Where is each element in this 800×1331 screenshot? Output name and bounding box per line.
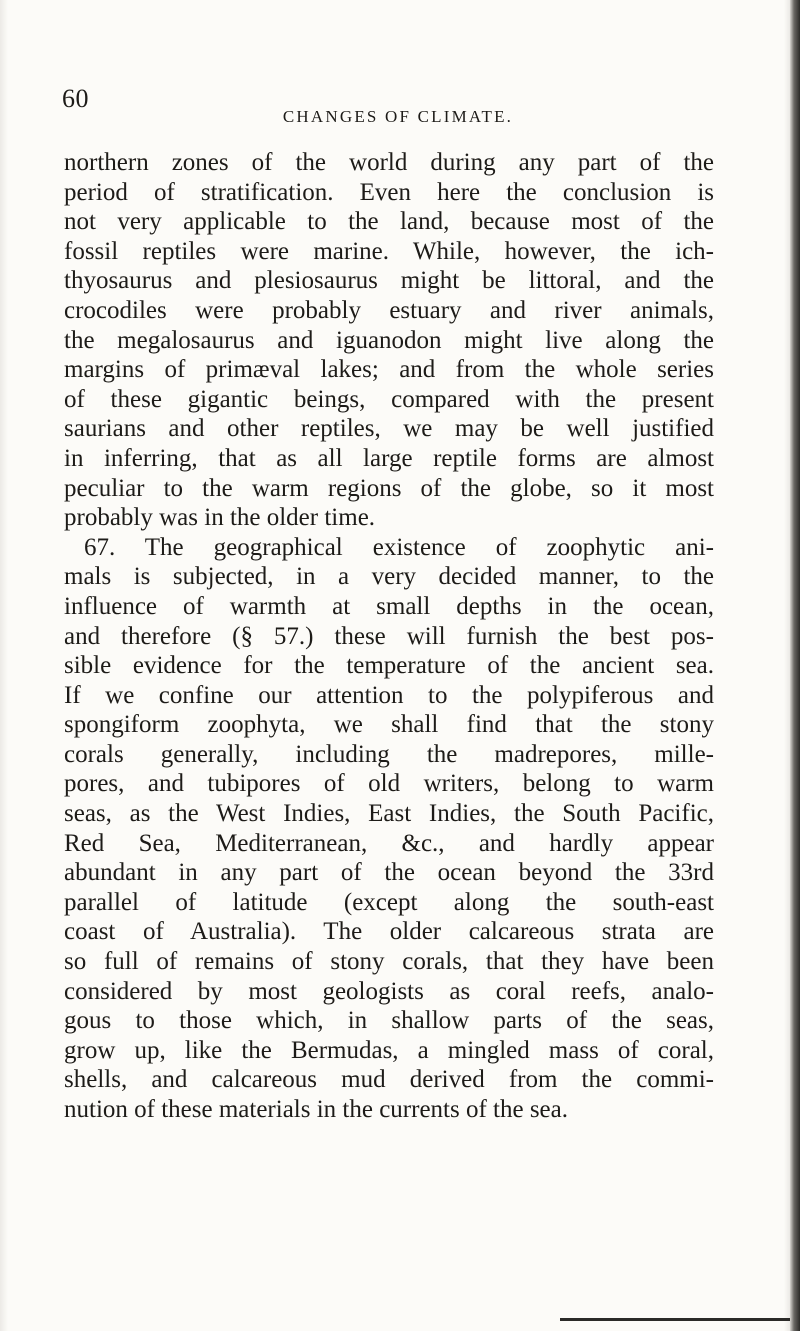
page-binding-edge [790, 0, 800, 1331]
page-bottom-edge [560, 1318, 790, 1321]
text-line: considered by most geologists as coral reefs, analo- [64, 977, 714, 1005]
text-line: 67. The geographical existence of zoophytic ani- [84, 533, 714, 561]
text-line: parallel of latitude (except along the south-east [64, 888, 714, 916]
text-line: gous to those which, in shallow parts of the seas, [64, 1007, 714, 1035]
text-line: spongiform zoophyta, we shall find that the stony [64, 711, 714, 739]
text-line: period of stratification. Even here the conclusion is [64, 178, 714, 206]
text-line: margins of primæval lakes; and from the whole series [64, 356, 714, 384]
text-line: If we confine our attention to the polypiferous and [64, 681, 714, 709]
page-left-shadow [0, 0, 8, 1331]
text-line: in inferring, that as all large reptile forms are almost [64, 444, 714, 472]
text-line: grow up, like the Bermudas, a mingled mass of coral, [64, 1036, 714, 1064]
text-line: sible evidence for the temperature of the ancient sea. [64, 652, 714, 680]
text-line: and therefore (§ 57.) these will furnish the best pos- [64, 622, 714, 650]
text-line: thyosaurus and plesiosaurus might be littoral, and the [64, 267, 714, 295]
text-line: corals generally, including the madrepores, mille- [64, 740, 714, 768]
text-line: not very applicable to the land, because most of the [64, 208, 714, 236]
text-line: crocodiles were probably estuary and river animals, [64, 296, 714, 324]
text-line: Red Sea, Mediterranean, &c., and hardly appear [64, 829, 714, 857]
text-line: probably was in the older time. [64, 504, 376, 532]
text-line: peculiar to the warm regions of the globe, so it most [64, 474, 714, 502]
text-line: the megalosaurus and iguanodon might live along the [64, 326, 714, 354]
text-line: saurians and other reptiles, we may be well justified [64, 415, 714, 443]
text-line: mals is subjected, in a very decided manner, to the [64, 563, 714, 591]
text-line: northern zones of the world during any part of the [64, 149, 714, 176]
body-text [64, 148, 714, 1125]
text-line: nution of these materials in the currents of the sea. [64, 1096, 569, 1123]
text-line: so full of remains of stony corals, that they have been [64, 948, 714, 976]
text-line: influence of warmth at small depths in the ocean, [64, 592, 714, 620]
text-line: pores, and tubipores of old writers, belong to warm [64, 770, 714, 798]
text-line: seas, as the West Indies, East Indies, the South Pacific, [64, 800, 714, 828]
text-line: fossil reptiles were marine. While, however, the ich- [64, 237, 714, 265]
text-line: shells, and calcareous mud derived from the commi- [64, 1066, 714, 1094]
text-line: of these gigantic beings, compared with the present [64, 385, 714, 413]
text-line: coast of Australia). The older calcareous strata are [64, 918, 714, 946]
page-number: 60 [62, 84, 89, 113]
running-head: CHANGES OF CLIMATE. [282, 107, 514, 126]
text-line: abundant in any part of the ocean beyond the 33rd [64, 859, 714, 887]
